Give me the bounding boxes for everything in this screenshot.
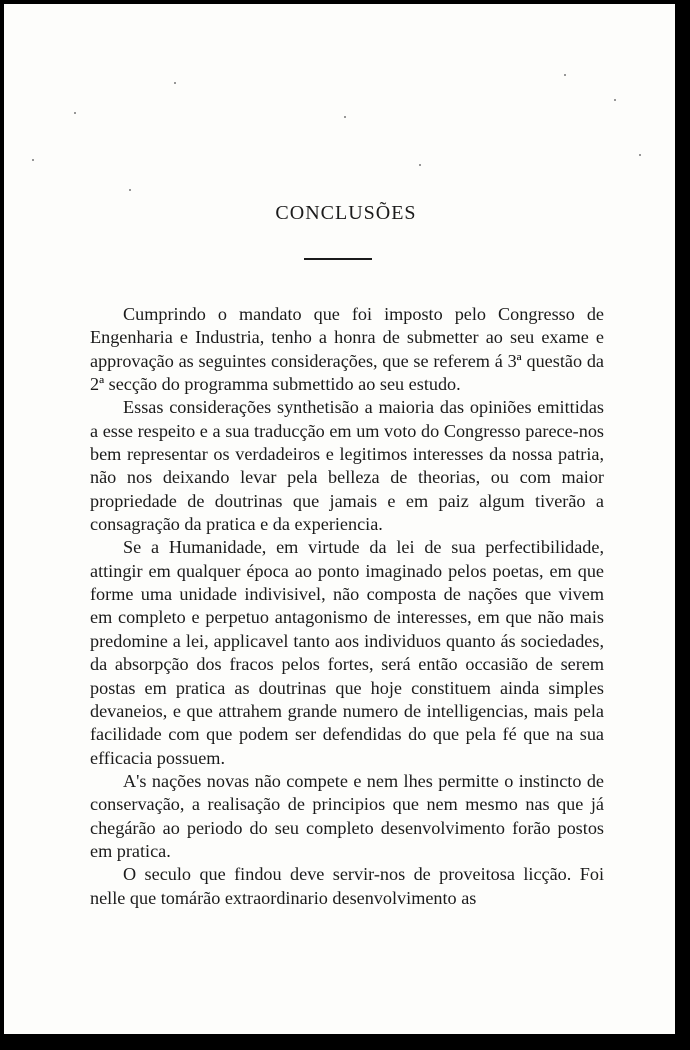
print-speck: [639, 154, 641, 156]
print-speck: [419, 164, 421, 166]
print-speck: [614, 99, 616, 101]
print-speck: [129, 189, 131, 191]
paragraph: Cumprindo o mandato que foi imposto pelo Congresso de Engenharia e Industria, tenho a honra de submetter ao seu exame e approvação as seguintes considerações, que se referem á 3ª questão da 2ª secção do programma submettido ao seu estudo.: [90, 304, 604, 395]
body-text: [90, 303, 604, 910]
paragraph: A's nações novas não compete e nem lhes permitte o instincto de conservação, a realisação de principios que nem mesmo nas que já chegárão ao periodo do seu completo desenvolvimento forão postos em pratica.: [90, 770, 604, 861]
paragraph: O seculo que findou deve servir-nos de proveitosa licção. Foi nelle que tomárão extraordinario desenvolvimento as: [90, 864, 604, 908]
print-speck: [174, 82, 176, 84]
paragraph: Se a Humanidade, em virtude da lei de sua perfectibilidade, attingir em qualquer época ao ponto imaginado pelos poetas, em que forme uma unidade indivisivel, não composta de nações que vivem em completo e perpetuo antagonismo de interesses, em que não mais predomine a lei, applicavel tanto aos individuos quanto ás sociedades, da absorpção dos fracos pelos fortes, será então occasião de serem postas em pratica as doutrinas que hoje constituem ainda simples devaneios, e que attrahem grande numero de intelligencias, mais pela facilidade com que podem ser defendidas do que pela fé que na sua efficacia possuem.: [90, 537, 604, 768]
title-rule: [304, 258, 372, 260]
paragraph: Essas considerações synthetisão a maioria das opiniões emittidas a esse respeito e a sua traducção em um voto do Congresso parece-nos bem representar os verdadeiros e legitimos interesses da nossa patria, não nos deixando levar pela belleza de theorias, ou com maior propriedade de doutrinas que jamais e em paiz algum tiverão a consagração da pratica e da experiencia.: [90, 397, 604, 535]
print-speck: [564, 74, 566, 76]
book-page: [4, 4, 675, 1034]
page-title: CONCLUSÕES: [275, 202, 417, 224]
print-speck: [32, 159, 34, 161]
print-speck: [74, 112, 76, 114]
print-speck: [344, 116, 346, 118]
